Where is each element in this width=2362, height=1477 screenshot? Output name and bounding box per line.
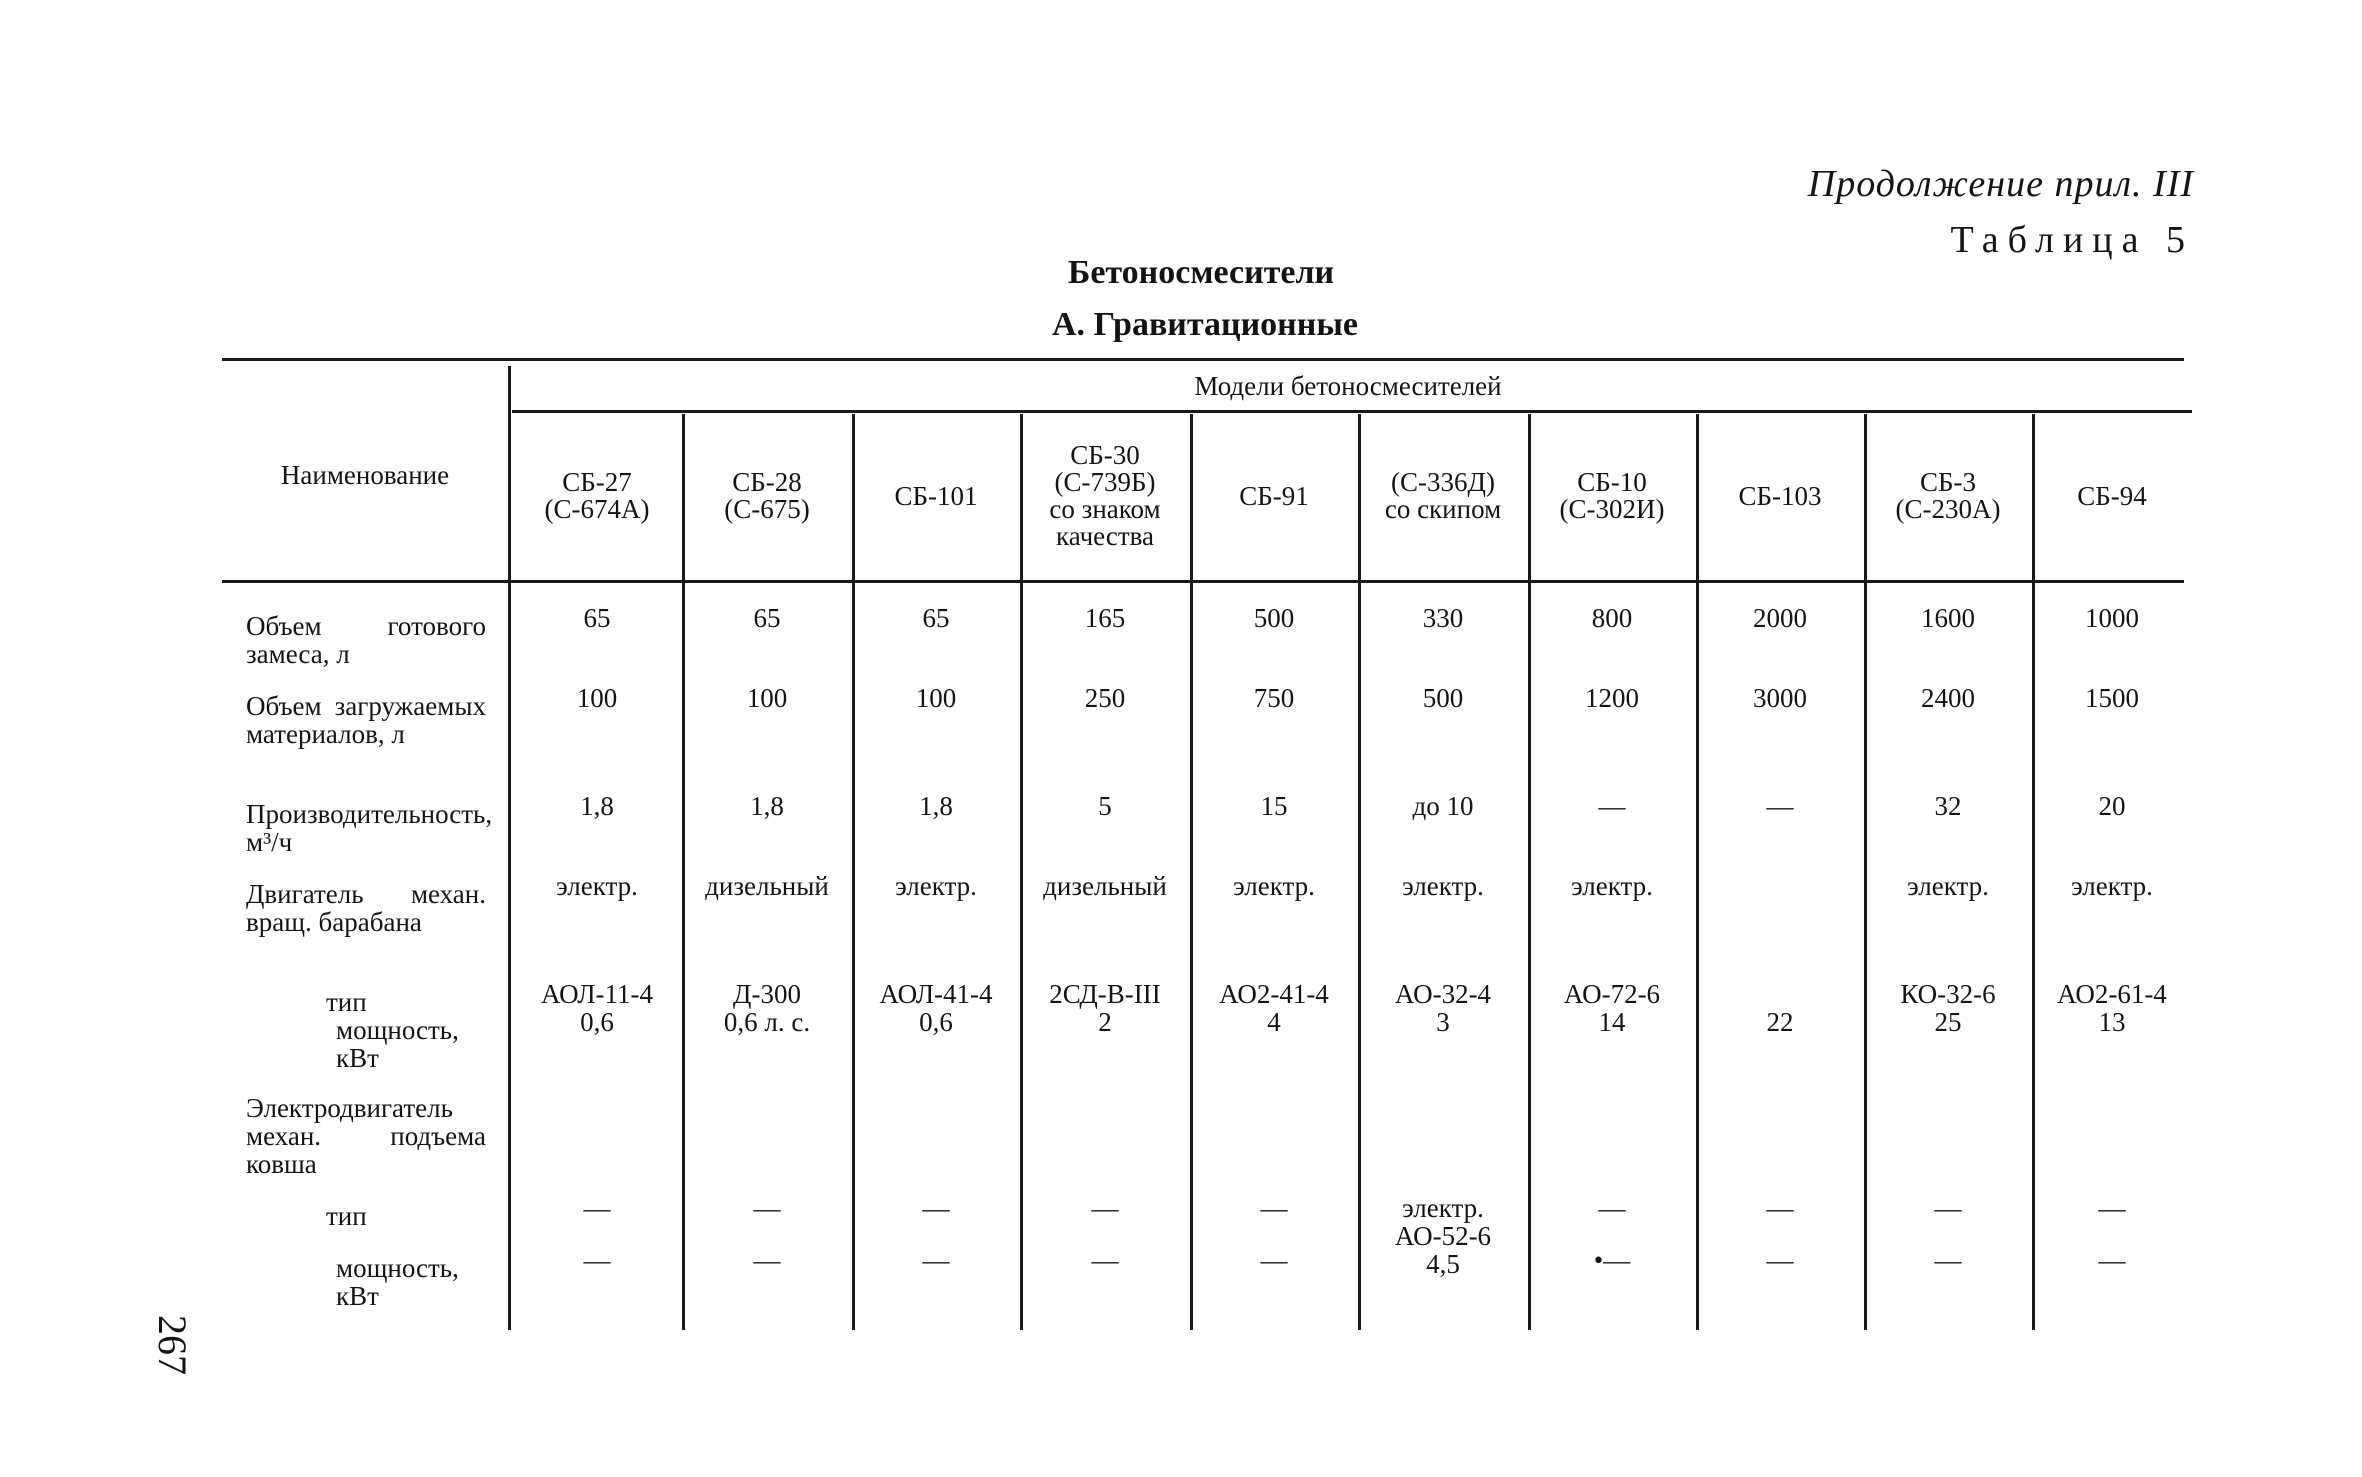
table-cell: 1000 <box>2085 603 2139 633</box>
table-cell: — <box>1260 1193 1288 1223</box>
table-cell: АО2-41-4 4 <box>1219 979 1329 1037</box>
table-cell: — <box>1260 1245 1288 1275</box>
table-cell: — <box>583 1245 611 1275</box>
model-header-2: СБ-28 (С-675) <box>724 467 810 524</box>
table-cell: электр. <box>1571 871 1653 901</box>
table-cell: 250 <box>1084 683 1126 713</box>
table-cell: 100 <box>576 683 618 713</box>
table-cell: 22 <box>1766 1007 1794 1037</box>
table-cell: — <box>753 1245 781 1275</box>
table-cell: 1,8 <box>750 791 784 821</box>
table-cell: — <box>1766 791 1794 821</box>
table-cell: 2СД-В-III 2 <box>1049 979 1161 1037</box>
table-cell: до 10 <box>1412 791 1474 821</box>
table-cell: 5 <box>1098 791 1112 821</box>
model-header-8: СБ-103 <box>1738 480 1822 511</box>
row-label-bucket-power: мощность, кВт <box>336 1253 459 1311</box>
table-cell: 500 <box>1253 603 1295 633</box>
name-header: Наименование <box>280 459 450 490</box>
table-cell: АОЛ-11-4 0,6 <box>540 979 654 1037</box>
table-cell: 2000 <box>1753 603 1807 633</box>
rule-top <box>222 358 2184 361</box>
table-cell: 1,8 <box>580 791 614 821</box>
table-cell: 1600 <box>1921 603 1975 633</box>
table-cell: 750 <box>1253 683 1295 713</box>
continuation-note: Продолжение прил. III <box>1807 163 2194 205</box>
row-label-bucket-type: тип <box>326 1201 367 1231</box>
table-number: Таблица 5 <box>1950 219 2194 261</box>
table-cell: АО2-61-4 13 <box>2057 979 2167 1037</box>
table-cell: 1,8 <box>919 791 953 821</box>
table-cell: 1500 <box>2085 683 2139 713</box>
table-subtitle: А. Гравитационные <box>1051 306 1359 343</box>
model-header-3: СБ-101 <box>894 480 978 511</box>
rule-name-col <box>508 366 511 1330</box>
table-cell: 20 <box>2098 791 2126 821</box>
rule-group <box>512 410 2192 413</box>
table-cell: АОЛ-41-4 0,6 <box>879 979 993 1037</box>
table-cell: 2400 <box>1921 683 1975 713</box>
table-cell: электр. АО-52-6 4,5 <box>1394 1193 1492 1279</box>
table-cell: 100 <box>746 683 788 713</box>
table-cell: 500 <box>1422 683 1464 713</box>
table-cell: электр. <box>2071 871 2153 901</box>
row-label-drum-motor: Двигатель механ. вращ. барабана <box>246 879 486 937</box>
table-cell: — <box>1766 1193 1794 1223</box>
row-label-volume-ready: Объем готового замеса, л <box>246 611 486 669</box>
table-cell: — <box>1934 1193 1962 1223</box>
table-cell: 65 <box>583 603 611 633</box>
table-cell: электр. <box>1233 871 1315 901</box>
table-cell: — <box>1934 1245 1962 1275</box>
table-cell: КО-32-6 25 <box>1900 979 1996 1037</box>
table-cell: — <box>2098 1245 2126 1275</box>
table-cell: 165 <box>1084 603 1126 633</box>
model-header-6: (С-336Д) со скипом <box>1384 467 1502 524</box>
table-cell: 1200 <box>1585 683 1639 713</box>
row-label-productivity: Производительность, м³/ч <box>246 799 493 857</box>
table-cell: 65 <box>922 603 950 633</box>
table-cell: — <box>583 1193 611 1223</box>
model-header-9: СБ-3 (С-230А) <box>1895 467 2001 524</box>
page-number: 267 <box>150 1315 195 1375</box>
table-cell: электр. <box>556 871 638 901</box>
model-header-10: СБ-94 <box>2077 480 2147 511</box>
table-cell: — <box>922 1245 950 1275</box>
row-label-drum-power: мощность, кВт <box>336 1015 459 1073</box>
table-cell: — <box>922 1193 950 1223</box>
table-cell: — <box>1091 1245 1119 1275</box>
table-cell: 32 <box>1934 791 1962 821</box>
table-cell: — <box>2098 1193 2126 1223</box>
row-label-volume-loaded: Объем загружаемых материалов, л <box>246 691 486 749</box>
models-group-header: Модели бетоносмесителей <box>1194 370 1502 401</box>
model-header-4: СБ-30 (С-739Б) со знаком качества <box>1049 440 1161 551</box>
table-cell: дизельный <box>1043 871 1167 901</box>
table-title: Бетоносмесители <box>1067 254 1335 291</box>
table-cell: 15 <box>1260 791 1288 821</box>
model-header-1: СБ-27 (С-674А) <box>544 467 650 524</box>
rule-header-bottom <box>222 580 2184 583</box>
table-cell: — <box>1598 1193 1626 1223</box>
table-cell: 100 <box>915 683 957 713</box>
table-cell: •— <box>1593 1245 1631 1275</box>
table-cell: АО-32-4 3 <box>1394 979 1492 1037</box>
table-cell: электр. <box>1907 871 1989 901</box>
table-cell: 65 <box>753 603 781 633</box>
table-cell: электр. <box>1402 871 1484 901</box>
row-label-drum-type: тип <box>326 987 367 1017</box>
model-header-5: СБ-91 <box>1239 480 1309 511</box>
table-cell: 330 <box>1422 603 1464 633</box>
table-cell: — <box>1766 1245 1794 1275</box>
table-cell: — <box>1091 1193 1119 1223</box>
table-cell: — <box>1598 791 1626 821</box>
table-cell: 800 <box>1591 603 1633 633</box>
table-cell: 3000 <box>1753 683 1807 713</box>
model-header-7: СБ-10 (С-302И) <box>1559 467 1665 524</box>
table-cell: Д-300 0,6 л. с. <box>723 979 811 1037</box>
table-cell: АО-72-6 14 <box>1563 979 1661 1037</box>
table-cell: — <box>753 1193 781 1223</box>
table-cell: дизельный <box>705 871 829 901</box>
table-cell: электр. <box>895 871 977 901</box>
row-label-bucket-motor: Электродвигатель механ. подъема ковша <box>246 1093 486 1179</box>
